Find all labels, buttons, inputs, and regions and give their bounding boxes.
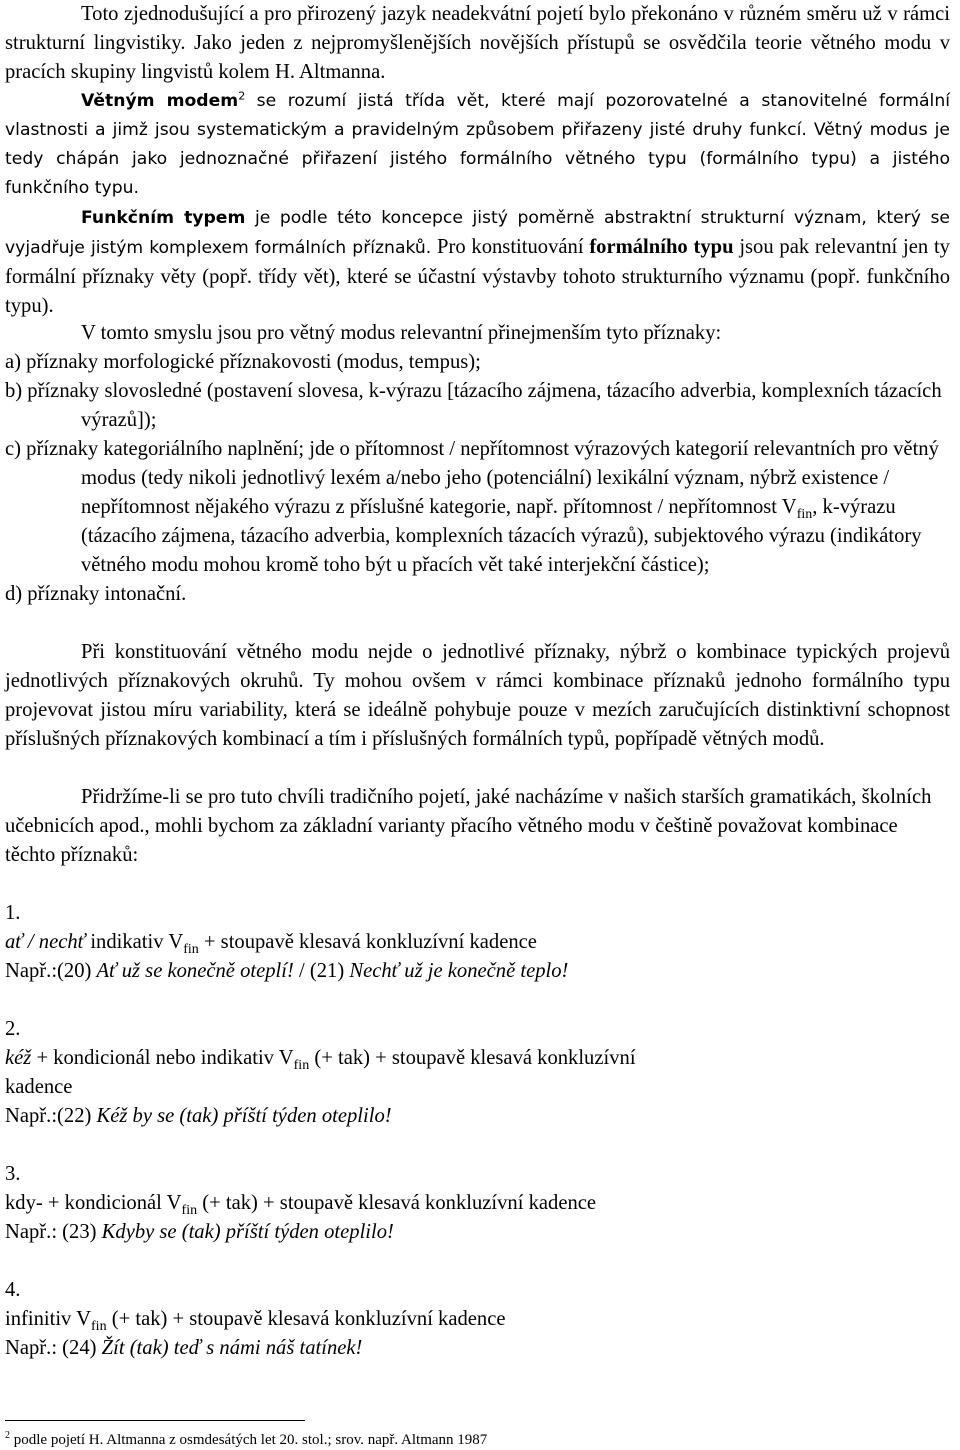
feature-a: a) příznaky morfologické příznakovosti (modus, tempus); [5, 351, 481, 373]
term-vetny-modus: Větným modem [81, 91, 239, 111]
variant-number: 3. [5, 1163, 21, 1185]
feature-c: c) příznaky kategoriálního naplnění; jde o přítomnost / nepřítomnost výrazových kategorií relevantních pro větný modus (tedy nikoli jednotlivý lexém a/nebo jeho (potenciální) lexikální význam, nýbrž existence / nepřítomnost nějakého výrazu z příslušné kategorie, např. přítomnost / nepřítomnost $V_{fin}$, k-výrazu (tázacího zájmena, tázacího adverbia, komplexních tázacích výrazů), subjektového výrazu (indikátory větného modu mohou kromě toho být u přacích vět také interjekční částice); [5, 438, 939, 576]
variant-example: Např.: (23) Kdyby se (tak) příští týden oteplilo! [5, 1221, 394, 1243]
footnote-divider [5, 1420, 305, 1421]
variant-formula: infinitiv $V_{fin}$ (+ tak) + stoupavě klesavá konkluzívní kadence [5, 1308, 506, 1335]
footnote [5, 1426, 487, 1450]
paragraph-combinations [5, 638, 950, 754]
paragraph-intro-text: Toto zjednodušující a pro přirozený jazyk neadekvátní pojetí bylo překonáno v různém směru už v rámci strukturní lingvistiky. Jako jeden z nejpromyšlenějších novějších přístupů se osvědčila teorie větného modu v pracích skupiny lingvistů kolem H. Altmanna. [5, 3, 950, 83]
term-formalni-typ: formálního typu [589, 236, 734, 258]
paragraph-sentence-mode-text: se rozumí jistá třída vět, které mají pozorovatelné a stanovitelné formální vlastnosti a jimž jsou systematickým a pravidelným způsobem přiřazeny jisté druhy funkcí. Větný modus je tedy chápán jako jednoznačné přiřazení jistého formálního větného typu (formálního typu) a jistého funkčního typu. [5, 91, 951, 198]
variant-example: Např.:(20) Ať už se konečně oteplí! / (21) Nechť už je konečně teplo! [5, 960, 569, 982]
paragraph-combinations-text: Při konstituování větného modu nejde o jednotlivé příznaky, nýbrž o kombinace typických projevů jednotlivých příznakových okruhů. Ty mohou ovšem v rámci kombinace příznaků jednoho formálního typu projevovat jistou míru variability, která se ideálně pohybuje pouze v mezích zaručujících distinktivní schopnost příslušných příznakových kombinací a tím i příslušných formálních typů, popřípadě větných modů. [5, 641, 950, 750]
feature-b: b) příznaky slovosledné (postavení slovesa, k-výrazu [tázacího zájmena, tázacího adverbia, komplexních tázacích výrazů]); [5, 380, 942, 431]
variant-4 [5, 1276, 950, 1363]
variant-formula: kdy- + kondicionál $V_{fin}$ (+ tak) + stoupavě klesavá konkluzívní kadence [5, 1192, 597, 1219]
paragraph-intro [5, 0, 950, 87]
feature-d: d) příznaky intonační. [5, 583, 187, 605]
feature-list [5, 319, 950, 609]
variant-2 [5, 1015, 665, 1131]
variant-example: Např.:(22) Kéž by se (tak) příští týden oteplilo! [5, 1105, 392, 1127]
paragraph-sentence-mode [5, 87, 950, 203]
feature-list-intro: V tomto smyslu jsou pro větný modus relevantní přinejmenším tyto příznaky: [81, 322, 722, 344]
paragraph-traditional-text: Přidržíme-li se pro tuto chvíli tradičního pojetí, jaké nacházíme v našich starších gramatikách, školních učebnicích apod., mohli bychom za základní varianty přacího větného modu v češtině považovat kombinace těchto příznaků: [5, 786, 932, 866]
term-funkcni-typ: Funkčním typem [81, 208, 246, 228]
footnote-ref[interactable]: 2 [238, 89, 246, 103]
paragraph-traditional [5, 783, 950, 870]
variant-number: 2. [5, 1018, 21, 1040]
variant-1 [5, 899, 950, 986]
variant-example: Např.: (24) Žít (tak) teď s námi náš tatínek! [5, 1337, 363, 1359]
variant-3 [5, 1160, 950, 1247]
paragraph-functional-type: Funkčním typem je podle této koncepce jistý poměrně abstraktní strukturní význam, který se vyjadřuje jistým komplexem formálních příznaků. Pro konstituování formálního typu jsou pak relevantní jen ty formální příznaky věty (popř. třídy vět), které se účastní výstavby tohoto strukturního významu (popř. funkčního typu). [5, 208, 950, 317]
variant-formula: ať / nechť indikativ $V_{fin}$ + stoupavě klesavá konkluzívní kadence [5, 931, 537, 958]
footnote-text: podle pojetí H. Altmanna z osmdesátých let 20. stol.; srov. např. Altmann 1987 [10, 1432, 488, 1448]
variant-number: 4. [5, 1279, 21, 1301]
footnote-number: 2 [5, 1430, 10, 1441]
variant-number: 1. [5, 902, 21, 924]
variant-formula: kéž + kondicionál nebo indikativ $V_{fin}$ (+ tak) + stoupavě klesavá konkluzívní kadence [5, 1047, 636, 1098]
